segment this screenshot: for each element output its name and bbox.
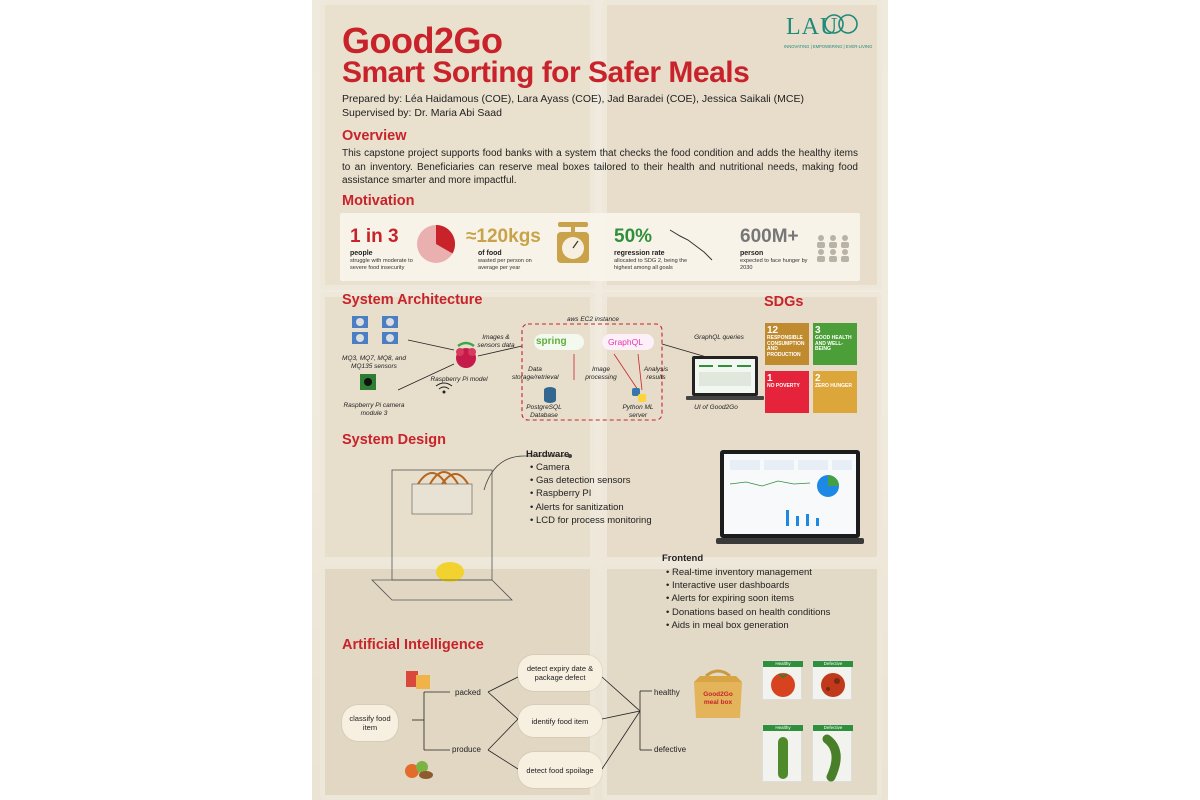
sdg-text: RESPONSIBLE CONSUMPTION AND PRODUCTION — [767, 335, 805, 358]
wifi-icon — [436, 383, 452, 393]
sdg-2-tile — [813, 371, 857, 413]
frontend-item: • Interactive user dashboards — [666, 579, 830, 592]
python-icon — [632, 388, 646, 402]
frontend-item: • Real-time inventory management — [666, 566, 830, 579]
tomato-icon — [763, 667, 803, 701]
poster-title: Good2Go — [342, 20, 503, 61]
stat-label-3: regression rate — [614, 250, 665, 257]
hardware-item: • Gas detection sensors — [530, 474, 652, 487]
stat-desc-1: struggle with moderate to severe food insecurity — [350, 258, 413, 271]
data-storage-label: Data storage/retrieval — [512, 366, 559, 381]
defective-tag: Defective — [813, 661, 853, 667]
detect-spoilage-node: detect food spoilage — [518, 752, 602, 788]
graphql-queries-label: GraphQL queries — [694, 334, 744, 341]
healthy-tag: Healthy — [763, 725, 803, 731]
spring-logo: spring — [536, 336, 567, 347]
aws-label: aws EC2 instance — [566, 316, 620, 323]
frontend-list — [666, 566, 830, 632]
overview-text: This capstone project supports food banks with a system that checks the food condition and adds the healthy items to an inventory. Beneficiaries can reserve meal boxes tailored to their health and nutritional needs, making food assistance smarter and more impactful. — [342, 148, 858, 186]
ui-label: UI of Good2Go — [694, 404, 738, 411]
sdg-1-tile — [765, 371, 809, 413]
ai-heading: Artificial Intelligence — [342, 637, 484, 653]
scale-icon — [554, 221, 592, 265]
logo-100-mark — [822, 10, 862, 40]
byline — [342, 92, 804, 120]
stat-desc-2: wasted per person on average per year — [478, 258, 532, 271]
sdgs-heading: SDGs — [764, 294, 804, 310]
poster — [312, 0, 888, 800]
raspberry-pi-icon — [456, 343, 476, 368]
frontend-item: • Aids in meal box generation — [666, 619, 830, 632]
produce-icon — [404, 757, 434, 783]
logo-tagline: INNOVATING | EMPOWERING | EVER-LIVING — [784, 44, 873, 49]
sdg-text: NO POVERTY — [767, 383, 800, 389]
people-icon — [816, 234, 852, 264]
poster-subtitle: Smart Sorting for Safer Meals — [342, 56, 750, 89]
stat-value-2: ≈120kgs — [466, 226, 541, 247]
stat-label-4: person — [740, 250, 764, 257]
spoiled-tomato-icon — [813, 667, 853, 701]
pie-chart-icon — [416, 224, 456, 264]
healthy-label: healthy — [654, 688, 680, 697]
detect-expiry-node: detect expiry date & package defect — [518, 655, 602, 691]
logo-text: LAU — [786, 14, 839, 40]
defective-label: defective — [654, 745, 687, 754]
frontend-title: Frontend — [662, 553, 704, 564]
sensor-icons — [352, 316, 398, 344]
sdg-number: 1 — [767, 373, 773, 384]
camera-label: Raspberry Pi camera module 3 — [343, 402, 405, 417]
sdg-grid — [765, 323, 857, 415]
sdg-number: 12 — [767, 325, 779, 336]
image-processing-label: Image processing — [585, 366, 617, 381]
healthy-tomato-photo — [762, 660, 802, 700]
stat-desc-3: allocated to SDG 2, being the highest among all goals — [614, 258, 688, 271]
overview-heading: Overview — [342, 128, 407, 144]
supervised-by: Supervised by: Dr. Maria Abi Saad — [342, 107, 502, 119]
meal-box-label: Good2Go meal box — [703, 691, 733, 706]
produce-label: produce — [452, 745, 481, 754]
sensors-label: MQ3, MQ7, MQ8, and MQ135 sensors — [342, 355, 406, 370]
hardware-item: • LCD for process monitoring — [530, 514, 652, 527]
defective-tomato-photo — [812, 660, 852, 700]
postgres-icon — [544, 387, 556, 403]
identify-node: identify food item — [518, 705, 602, 737]
sdg-text: GOOD HEALTH AND WELL-BEING — [815, 335, 852, 352]
analysis-results-label: Analysis results — [643, 366, 669, 381]
packed-food-icon — [404, 665, 434, 695]
stat-desc-4: expected to face hunger by 2030 — [740, 258, 808, 271]
python-label: Python ML server — [622, 404, 654, 419]
architecture-heading: System Architecture — [342, 292, 483, 308]
sdg-3-tile — [813, 323, 857, 365]
healthy-zucchini-photo — [762, 724, 802, 782]
curved-zucchini-icon — [813, 731, 853, 783]
lau-logo — [782, 8, 882, 54]
dashboard-laptop-illustration — [716, 448, 866, 548]
hardware-list — [530, 461, 652, 527]
sdg-number: 2 — [815, 373, 821, 384]
stat-value-1: 1 in 3 — [350, 226, 399, 247]
prepared-by: Prepared by: Léa Haidamous (COE), Lara Ayass (COE), Jad Baradei (COE), Jessica Saikali (MCE) — [342, 93, 804, 105]
images-data-label: Images & sensors data — [477, 334, 515, 349]
frontend-item: • Donations based on health conditions — [666, 606, 830, 619]
frontend-item: • Alerts for expiring soon items — [666, 592, 830, 605]
laptop-ui-icon — [686, 356, 764, 400]
pi-label: Raspberry Pi model — [430, 376, 488, 383]
graphql-logo: GraphQL — [608, 337, 643, 347]
defective-tag: Defective — [813, 725, 853, 731]
sdg-text: ZERO HUNGER — [815, 383, 852, 389]
zucchini-icon — [763, 731, 803, 783]
stat-value-4: 600M+ — [740, 226, 799, 247]
packed-label: packed — [455, 688, 481, 697]
healthy-tag: Healthy — [763, 661, 803, 667]
hardware-item: • Camera — [530, 461, 652, 474]
stat-label-2: of food — [478, 250, 502, 257]
stat-value-3: 50% — [614, 226, 653, 247]
postgres-label: PostgreSQL Database — [526, 404, 562, 419]
hardware-item: • Alerts for sanitization — [530, 501, 652, 514]
decline-line-icon — [668, 226, 718, 266]
sdg-number: 3 — [815, 325, 821, 336]
sdg-12-tile — [765, 323, 809, 365]
classify-node: classify food item — [342, 705, 398, 741]
stat-label-1: people — [350, 250, 373, 257]
hardware-item: • Raspberry PI — [530, 487, 652, 500]
motivation-heading: Motivation — [342, 193, 415, 209]
hardware-title: Hardware — [526, 449, 570, 460]
design-heading: System Design — [342, 432, 446, 448]
defective-zucchini-photo — [812, 724, 852, 782]
